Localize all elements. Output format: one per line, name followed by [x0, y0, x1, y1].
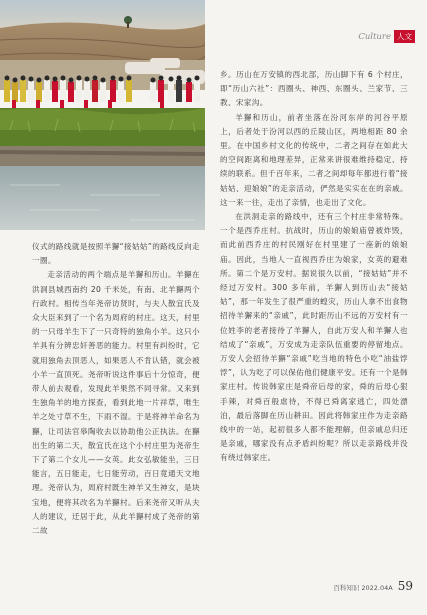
paragraph: 羊獬和历山，前者坐落在汾河东岸的河谷平原上，后者处于汾河以西的丘陵山区，两地相距 80 余里。在中国乡村文化的传统中，二者之间存在如此大的空间距离和地理差异，正常来讲很难维持稳定、持续的联系。但千百年来，二者之间却每年都进行着“接姑姑、迎娘娘”的走亲活动，俨然是实实在在的亲戚。这一来一往，走出了亲情，也走出了文化。	[220, 112, 408, 207]
section-header	[358, 30, 415, 43]
page-number: 59	[397, 579, 413, 593]
page-footer	[220, 579, 413, 593]
section-tag: 人文	[394, 30, 415, 43]
paragraph: 走亲活动的两个端点是羊獬和历山。羊獬在洪洞县城西南约 20 千米处，有南、北羊獬两个行政村。相传当年尧帝访贤时，与夫人散宜氏及众大臣来到了一个名为周府的村庄。这天，村里的一只母羊生下了一只奇特的独角小羊。这只小羊具有分辨忠奸善恶的能力。村里有纠纷时，它就用独角去顶恶人，如果恶人不肯认错，就会被小羊一直顶死。尧帝听说这件事后十分惊奇，便带人前去观看，发现此羊果然不同寻常。又来到生独角羊的地方探查，看到此地一片祥草，唯生羊之处寸草不生，下雨不湿。于是将神羊命名为獬，让司法官皋陶收去以协助他公正执法。在獬出生的第二天，散宜氏在这个小村庄里为尧帝生下了第二个女儿——女英。此女弘敏能坐，三日能言，五日能走，七日能劳动，百日竟通天文地理。尧帝认为，周府村既生神羊又生神女，是块宝地，便将其改名为羊獬村。后来尧帝又听从夫人的建议，迁居于此，从此羊獬村成了尧帝的第二故	[32, 270, 200, 536]
paragraph: 在洪洞走亲的路线中，还有三个村庄非常特殊。一个是西乔庄村。抗战时，历山的娘娘庙曾被炸毁，而此前西乔庄的村民刚好在村里建了一座新的娘娘庙。因此，当地人一直视西乔庄为娘家，女英的避难所。第二个是万安村。据说很久以前，“接姑姑”并不经过万安村。300 多年前，羊獬人到历山去“接姑姑”，那一年发生了很严重的蝗灾，历山人拿不出食物招待羊獬来的“亲戚”，此时距历山不远的万安村有一位姓李的老者接待了羊獬人，自此万安人和羊獬人也结成了“亲戚”，万安成为走亲队伍重要的停留地点。万安人会招待羊獬“亲戚”吃当地的特色小吃“油盐饽饽”，认为吃了可以保佑他们健康平安。还有一个是韩家庄村。传说韩家庄是舜帝后母的家，舜的后母心狠手辣，对舜百般虐待，不得已舜离家逃亡，四处漂泊，最后落脚在历山耕田。因此将韩家庄作为走亲路线中的一站，起初很多人都不能理解，但亲戚总归还是亲戚，哪家没有点矛盾纠纷呢？所以走亲路线并没有绕过韩家庄。	[220, 212, 408, 463]
right-text-column	[220, 68, 408, 466]
paragraph: 仪式的路线就是按照羊獬“接姑姑”的路线反向走一圈。	[32, 242, 200, 266]
festival-photo	[0, 0, 205, 230]
section-label: Culture	[358, 31, 391, 42]
paragraph: 乡。历山在万安镇的西北部，历山脚下有 6 个村庄，即“历山六社”：西圈头、神西、东圈头、兰家节、三教、宋家沟。	[220, 70, 408, 108]
journal-issue: 百科知识 2022.04A	[333, 584, 393, 592]
left-text-column	[32, 240, 200, 538]
